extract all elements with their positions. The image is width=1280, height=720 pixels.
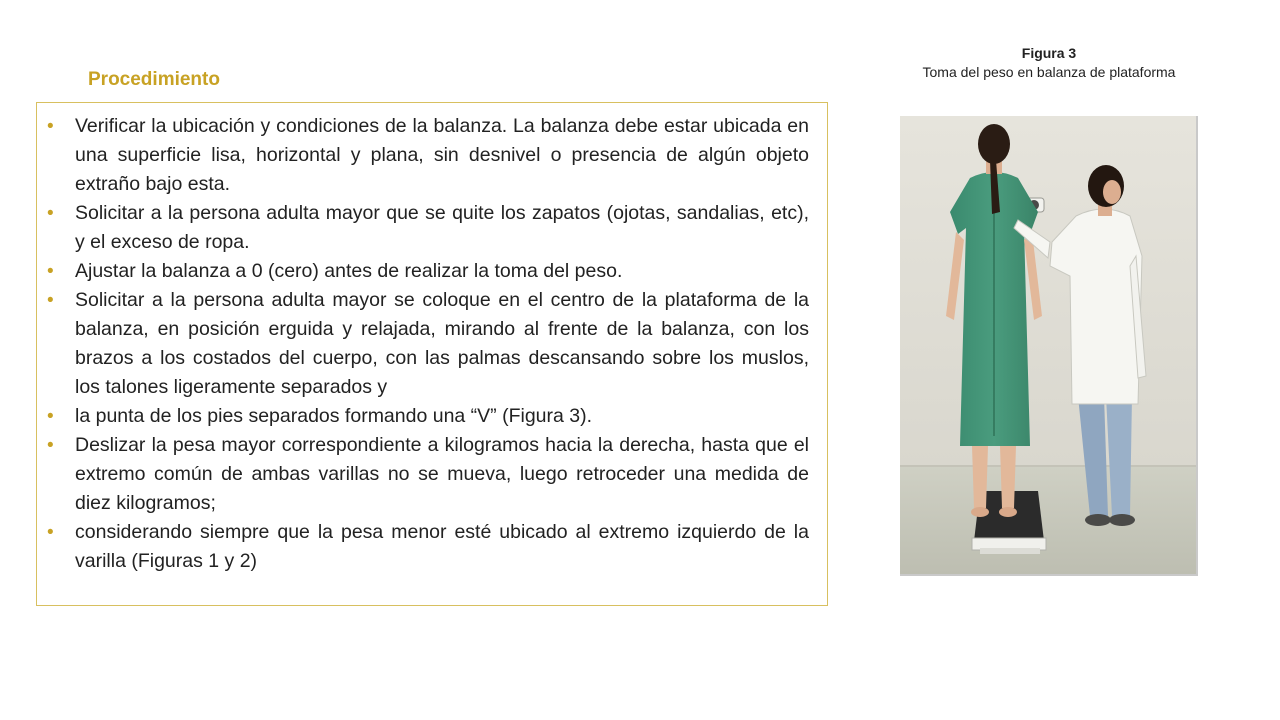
list-item bbox=[47, 518, 809, 576]
bullet-icon: • bbox=[47, 290, 54, 311]
bullet-icon: • bbox=[47, 203, 54, 224]
bullet-icon: • bbox=[47, 406, 54, 427]
list-item bbox=[47, 199, 809, 257]
bullet-icon: • bbox=[47, 261, 54, 282]
figure-caption bbox=[904, 44, 1194, 82]
list-item bbox=[47, 402, 809, 431]
list-item-text: Deslizar la pesa mayor correspondiente a kilogramos hacia la derecha, hasta que el extremo común de ambas varillas no se mueva, luego retroceder una medida de diez kilogramos; bbox=[75, 434, 809, 514]
list-item bbox=[47, 286, 809, 402]
list-item bbox=[47, 431, 809, 518]
list-item-text: Ajustar la balanza a 0 (cero) antes de realizar la toma del peso. bbox=[75, 260, 623, 282]
list-item-text: Solicitar a la persona adulta mayor que se quite los zapatos (ojotas, sandalias, etc), y el exceso de ropa. bbox=[75, 202, 809, 253]
figure-label: Figura 3 bbox=[1021, 45, 1077, 61]
bullet-icon: • bbox=[47, 435, 54, 456]
figure-photo bbox=[900, 116, 1198, 576]
list-item bbox=[47, 112, 809, 199]
section-title: Procedimiento bbox=[88, 69, 220, 90]
bullet-icon: • bbox=[47, 116, 54, 137]
list-item-text: Verificar la ubicación y condiciones de la balanza. La balanza debe estar ubicada en una superficie lisa, horizontal y plana, sin desnivel o presencia de algún objeto extraño bajo esta. bbox=[75, 115, 809, 195]
bullet-icon: • bbox=[47, 522, 54, 543]
figure-caption-text: Toma del peso en balanza de plataforma bbox=[922, 64, 1176, 80]
procedure-list bbox=[37, 103, 827, 576]
list-item-text: Solicitar a la persona adulta mayor se coloque en el centro de la plataforma de la balanza, en posición erguida y relajada, mirando al frente de la balanza, con los brazos a los costados del cuerpo, con las palmas descansando sobre los muslos, los talones ligeramente separados y bbox=[75, 289, 809, 398]
list-item-text: la punta de los pies separados formando una “V” (Figura 3). bbox=[75, 405, 593, 427]
procedure-box bbox=[36, 102, 828, 606]
list-item-text: considerando siempre que la pesa menor esté ubicado al extremo izquierdo de la varilla (Figuras 1 y 2) bbox=[75, 521, 809, 572]
weighing-scene-image bbox=[900, 116, 1196, 574]
list-item bbox=[47, 257, 809, 286]
